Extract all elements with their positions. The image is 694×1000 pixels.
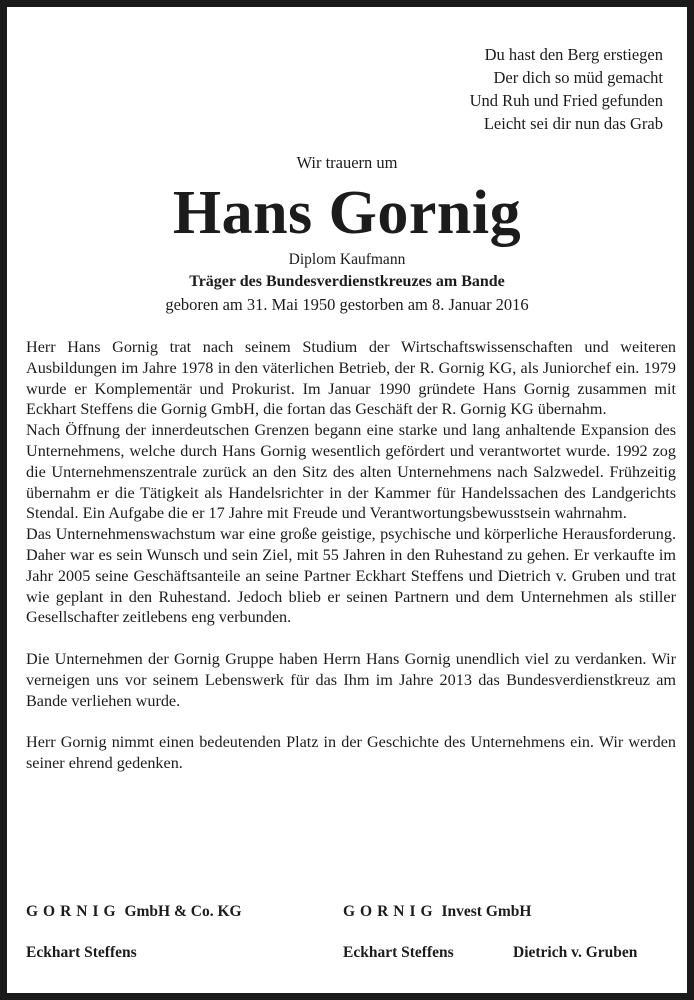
- academic-degree: Diplom Kaufmann: [288, 251, 406, 268]
- obituary-text: [26, 337, 676, 774]
- company-suffix: Invest GmbH: [441, 903, 532, 920]
- mourning-intro: Wir trauern um: [296, 153, 398, 172]
- company-signature-2: [343, 903, 531, 921]
- company-suffix: GmbH & Co. KG: [124, 903, 242, 920]
- body-paragraph: Die Unternehmen der Gornig Gruppe haben Herrn Hans Gornig unendlich viel zu verdanken. Wir verneigen uns vor seinem Lebenswerk für das Ihm im Jahre 2013 das Bundesverdienstkreuz am Bande verliehen wurde.: [26, 649, 676, 710]
- poem-line: Leicht sei dir nun das Grab: [483, 114, 663, 133]
- signer-name: Eckhart Steffens: [343, 944, 454, 961]
- life-dates: geboren am 31. Mai 1950 gestorben am 8. Januar 2016: [165, 295, 529, 314]
- body-paragraph: Das Unternehmenswachstum war eine große geistige, psychische und körperliche Herausforderung. Daher war es sein Wunsch und sein Ziel, mit 55 Jahren in den Ruhestand zu gehen. Er verkaufte im Jahr 2005 seine Geschäftsanteile an seine Partner Eckhart Steffens und Dietrich v. Gruben und trat wie geplant in den Ruhestand. Jedoch blieb er seinen Partnern und dem Unternehmen als stiller Gesellschafter zeitlebens eng verbunden.: [26, 525, 676, 627]
- poem-line: Du hast den Berg erstiegen: [484, 45, 663, 64]
- poem-line: Der dich so müd gemacht: [493, 68, 663, 87]
- body-paragraph: Herr Gornig nimmt einen bedeutenden Platz in der Geschichte des Unternehmens ein. Wir werden seiner ehrend gedenken.: [26, 733, 676, 772]
- company-name: GORNIG: [26, 903, 121, 920]
- signer-name: Eckhart Steffens: [26, 944, 137, 961]
- poem-line: Und Ruh und Fried gefunden: [469, 91, 663, 110]
- company-name: GORNIG: [343, 903, 438, 920]
- deceased-name: Hans Gornig: [172, 179, 522, 247]
- honor-title: Träger des Bundesverdienstkreuzes am Bande: [189, 273, 505, 290]
- memorial-poem: [470, 43, 663, 135]
- company-signature-1: [26, 903, 242, 921]
- signer-name: Dietrich v. Gruben: [513, 944, 638, 961]
- body-paragraph: Herr Hans Gornig trat nach seinem Studium der Wirtschaftswissenschaften und weiteren Ausbildungen im Jahre 1978 in den väterlichen Betrieb, der R. Gornig KG, als Juniorchef ein. 1979 wurde er Komplementär und Prokurist. Im Januar 1990 gründete Hans Gornig zusammen mit Eckhart Steffens die Gornig GmbH, die fortan das Geschäft der R. Gornig KG übernahm.: [26, 338, 676, 419]
- body-paragraph: Nach Öffnung der innerdeutschen Grenzen begann eine starke und lang anhaltende Expansion des Unternehmens, welche durch Hans Gornig wesentlich gefördert und verantwortet wurde. 1992 zog die Unternehmenszentrale zurück an den Sitz des alten Unternehmens nach Salzwedel. Frühzeitig übernahm er die Tätigkeit als Handelsrichter in der Kammer für Handelssachen des Landgerichts Stendal. Ein Aufgabe die er 17 Jahre mit Freude und Verantwortungsbewusstsein wahrnahm.: [26, 421, 676, 523]
